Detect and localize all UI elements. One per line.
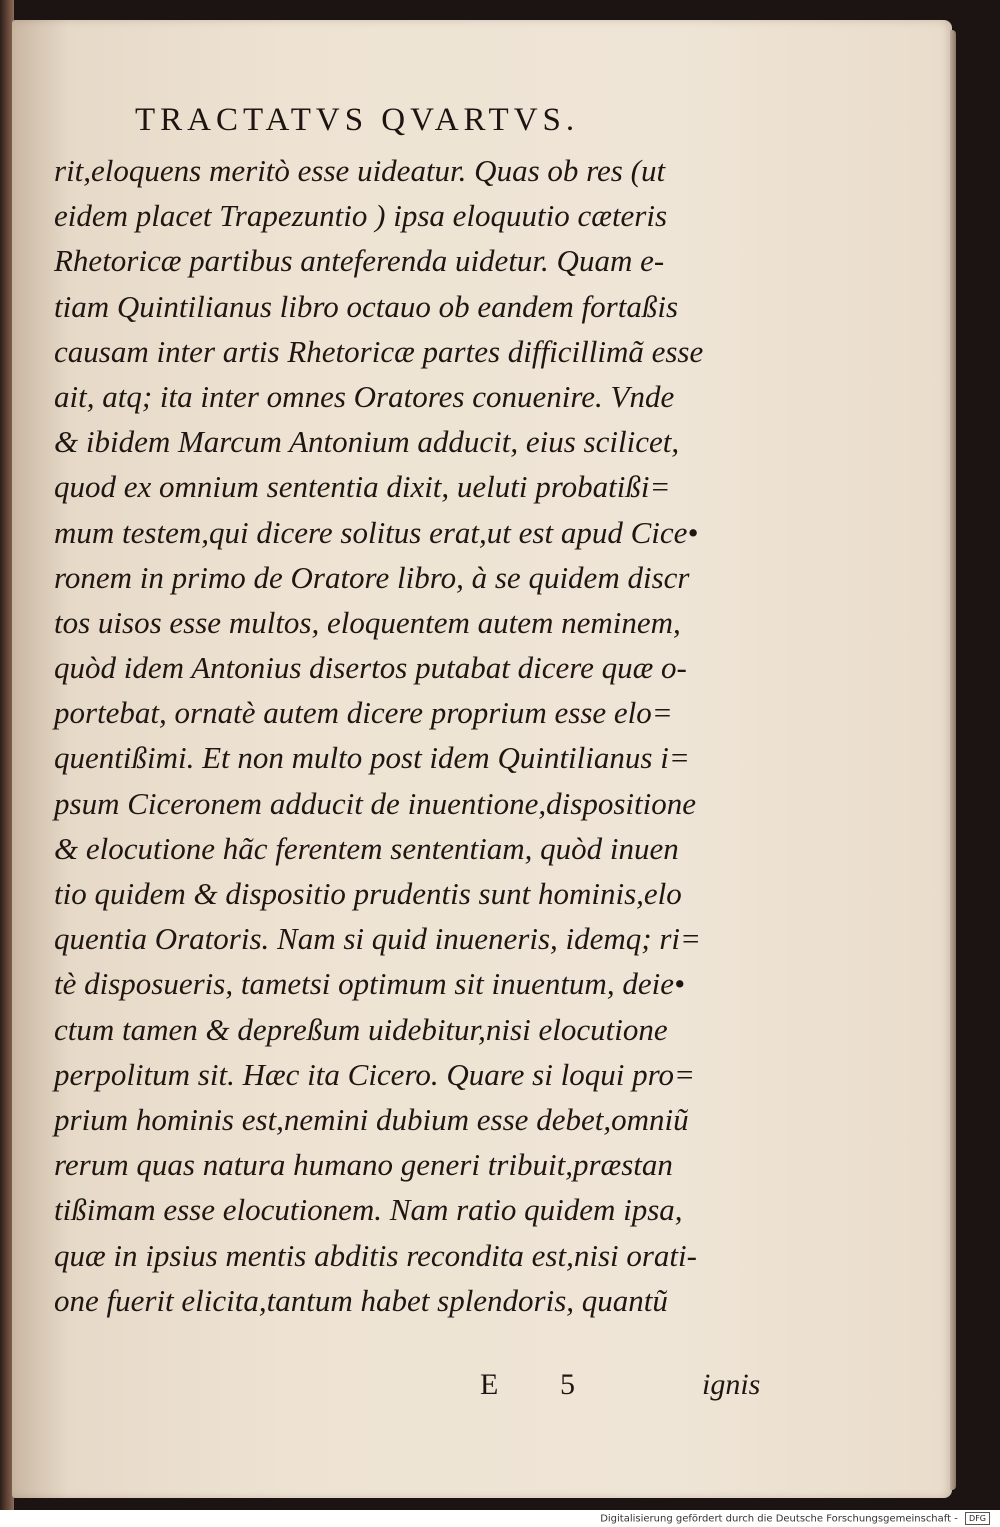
catchword: ignis (702, 1368, 761, 1401)
text-line: rerum quas natura humano generi tribuit,præstan (54, 1147, 673, 1183)
text-line: Rhetoricæ partibus anteferenda uidetur. Quam e- (54, 243, 665, 279)
text-line: tio quidem & dispositio prudentis sunt hominis,elo (54, 876, 682, 911)
text-line: & elocutione hãc ferentem sententiam, quòd inuen (54, 830, 679, 866)
text-line: quentißimi. Et non multo post idem Quintilianus i= (54, 740, 690, 776)
text-line: portebat, ornatè autem dicere proprium esse elo= (54, 695, 673, 731)
text-line: tißimam esse elocutionem. Nam ratio quidem ipsa, (54, 1192, 683, 1228)
signature-letter: E (480, 1368, 499, 1401)
dfg-logo: DFG (965, 1512, 990, 1525)
running-head: TRACTATVS QVARTVS. (135, 102, 580, 138)
credit-text: Digitalisierung gefördert durch die Deutsche Forschungsgemeinschaft - (600, 1513, 958, 1525)
text-line: tè disposueris, tametsi optimum sit inuentum, deie• (54, 966, 685, 1002)
text-line: quæ in ipsius mentis abditis recondita est,nisi orati- (54, 1237, 697, 1273)
text-line: tos uisos esse multos, eloquentem autem neminem, (54, 604, 681, 640)
text-line: ait, atq; ita inter omnes Oratores conuenire. Vnde (54, 378, 675, 414)
digitization-credit (600, 1512, 990, 1525)
text-line: quentia Oratoris. Nam si quid inueneris, idemq; ri= (54, 921, 701, 957)
text-line: quod ex omnium sententia dixit, ueluti probatißi= (54, 469, 671, 505)
text-line: mum testem,qui dicere solitus erat,ut est apud Cice• (54, 514, 699, 550)
text-line: one fuerit elicita,tantum habet splendoris, quantũ (54, 1282, 668, 1318)
text-line: perpolitum sit. Hæc ita Cicero. Quare si loqui pro= (54, 1056, 695, 1092)
text-line: causam inter artis Rhetoricæ partes difficillimã esse (54, 333, 704, 369)
text-line: tiam Quintilianus libro octauo ob eandem fortaßis (54, 288, 679, 324)
text-line: ctum tamen & depreßum uidebitur,nisi elocutione (54, 1011, 668, 1047)
text-line: & ibidem Marcum Antonium adducit, eius scilicet, (54, 424, 680, 460)
text-line: psum Ciceronem adducit de inuentione,dispositione (54, 785, 697, 821)
text-line: rit,eloquens meritò esse uideatur. Quas ob res (ut (54, 153, 666, 188)
text-line: prium hominis est,nemini dubium esse debet,omniũ (54, 1101, 689, 1137)
body-text (54, 148, 774, 1323)
text-line: quòd idem Antonius disertos putabat dicere quæ o- (54, 650, 687, 686)
text-line: eidem placet Trapezuntio ) ipsa eloquutio cæteris (54, 198, 668, 234)
page-edge (950, 30, 956, 1490)
text-line: ronem in primo de Oratore libro, à se quidem discr (54, 559, 690, 595)
signature-number: 5 (560, 1368, 575, 1401)
